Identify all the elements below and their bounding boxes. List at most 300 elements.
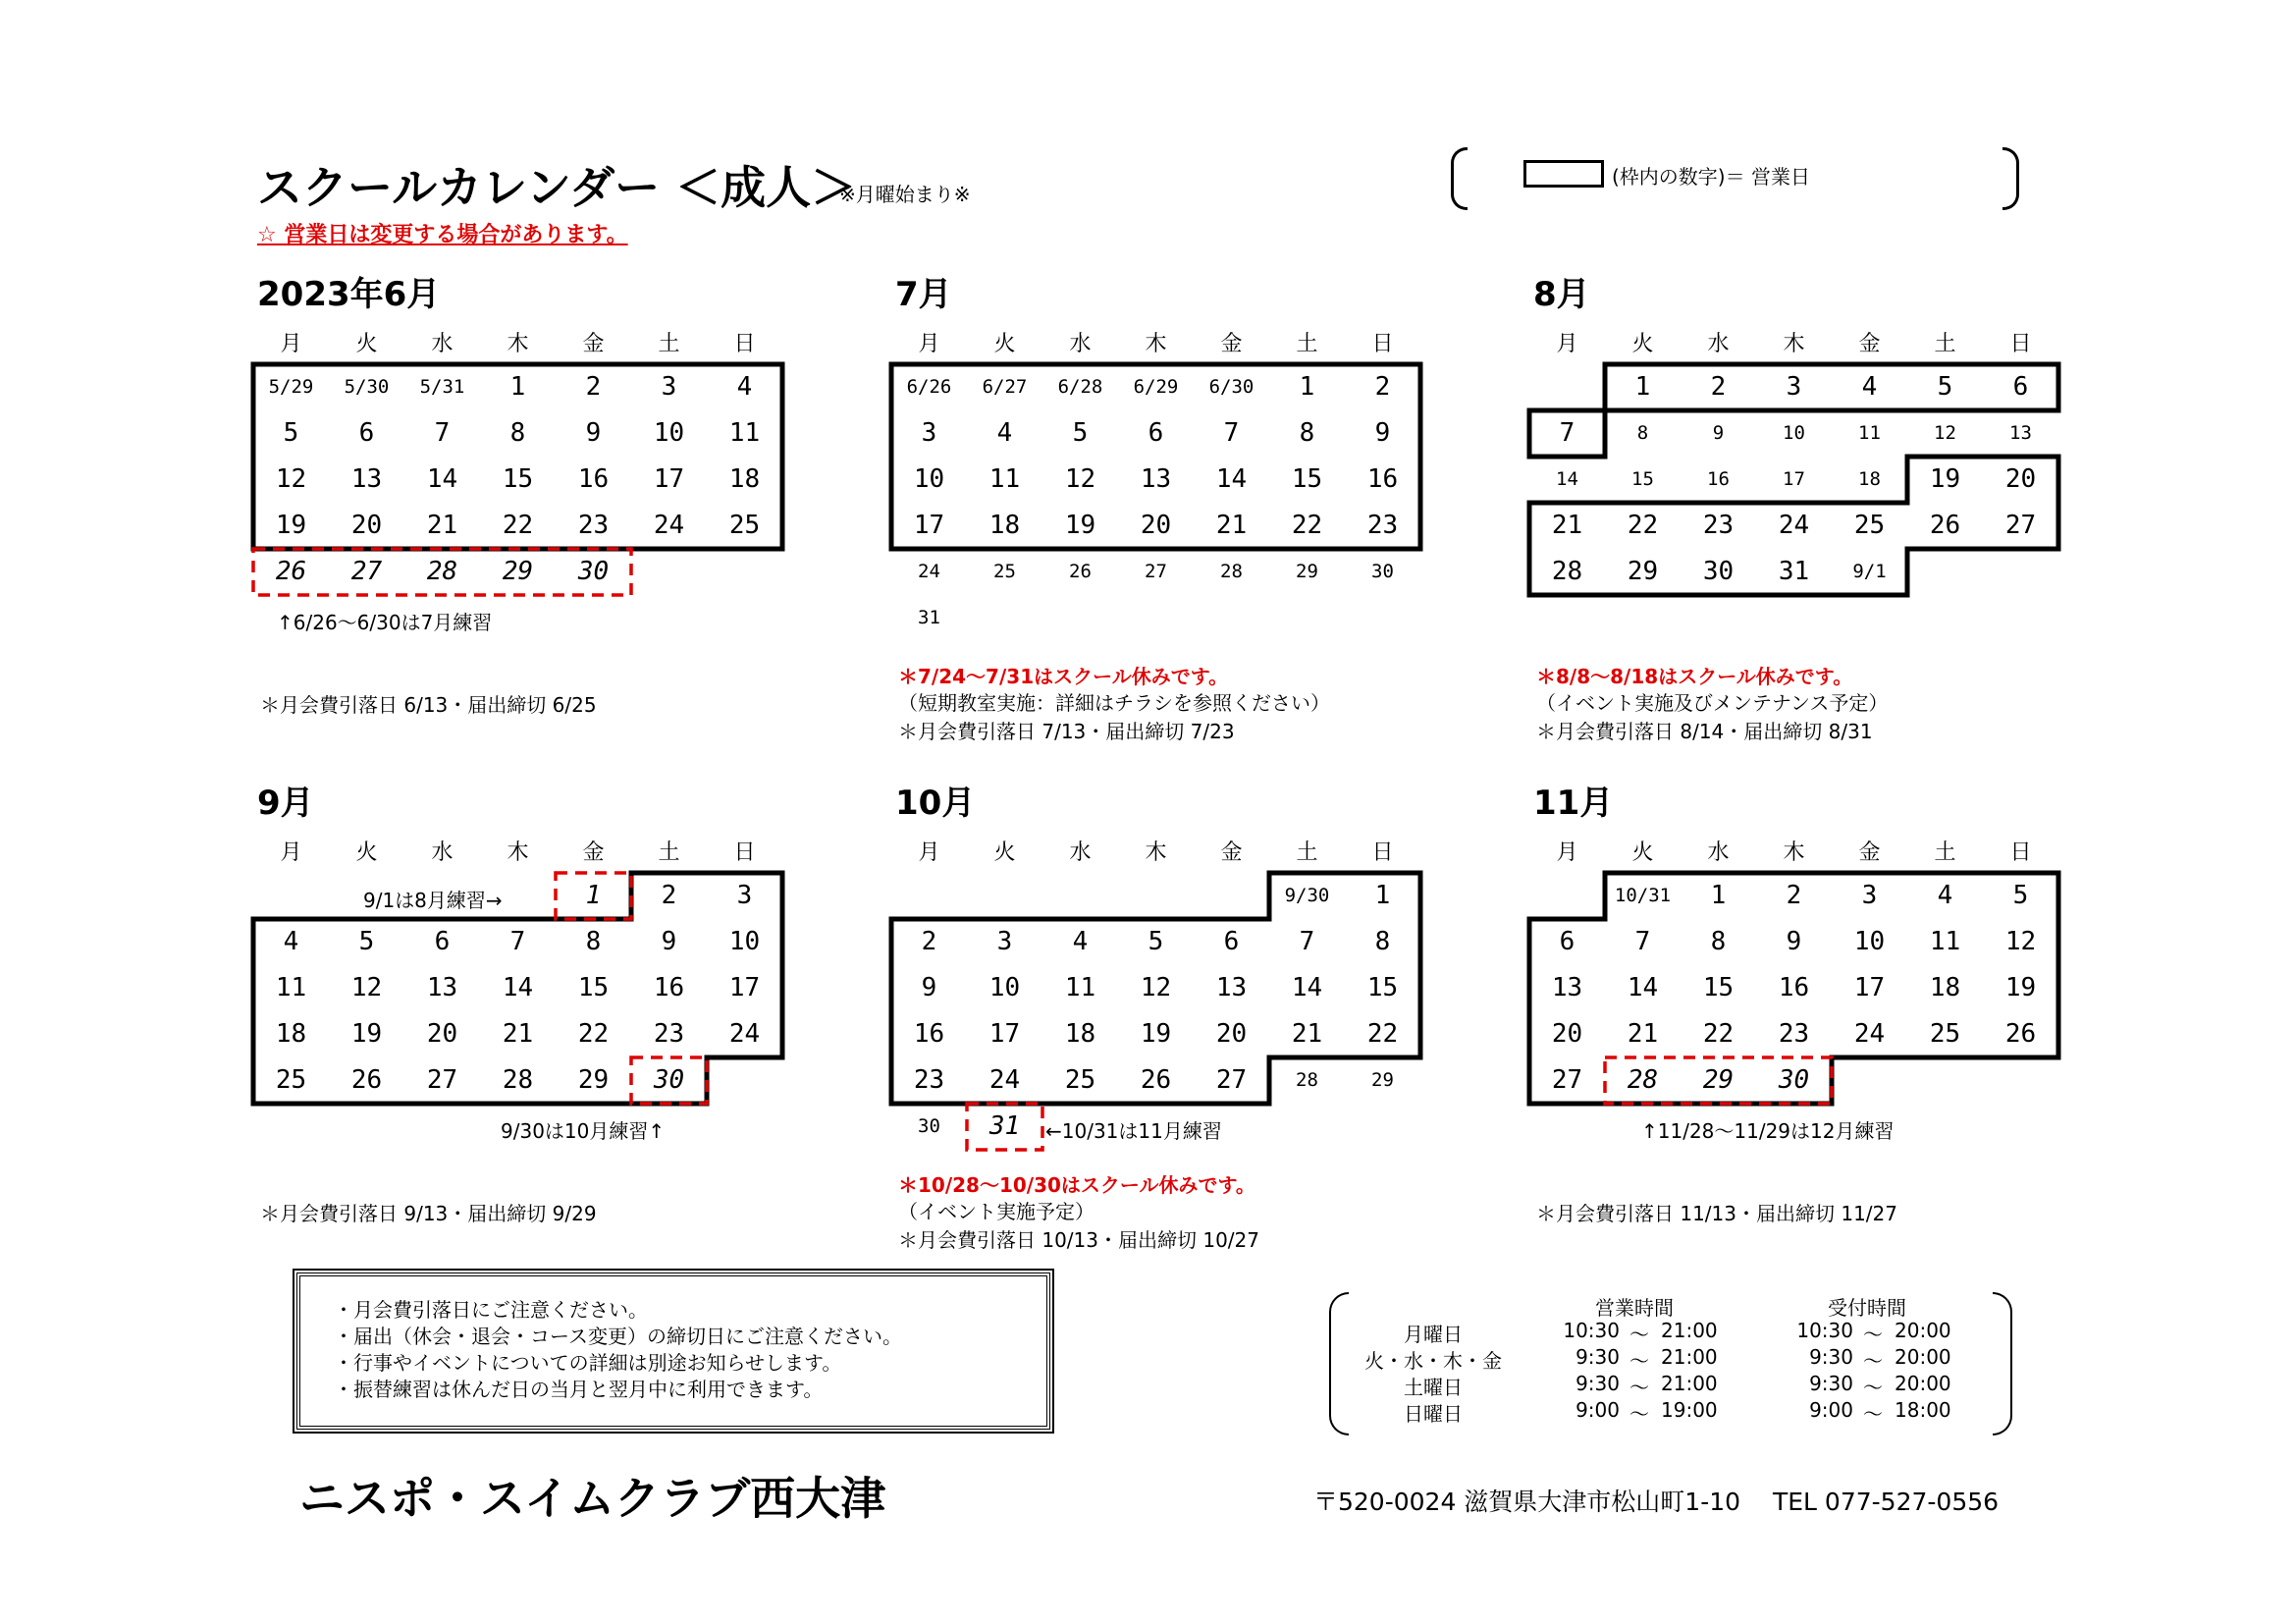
date-cell: 4 bbox=[736, 372, 753, 402]
date-cell: 5 bbox=[283, 418, 299, 448]
weekday-label: 金 bbox=[1220, 840, 1243, 865]
business-open: 9:00 bbox=[1575, 1398, 1620, 1422]
page-title: スクールカレンダー ＜成人＞ bbox=[257, 161, 857, 214]
weekday-label: 土 bbox=[1296, 840, 1318, 865]
date-cell: 24 bbox=[988, 1065, 1021, 1095]
date-cell: 4 bbox=[1072, 927, 1089, 956]
weekday-label: 日 bbox=[733, 840, 756, 865]
weekday-label: 金 bbox=[1858, 840, 1881, 865]
date-cell: 6/29 bbox=[1133, 376, 1179, 398]
date-cell: 16 bbox=[653, 973, 685, 1002]
date-cell: 20 bbox=[426, 1019, 458, 1049]
fee-note-september: ＊月会費引落日 9/13・届出締切 9/29 bbox=[260, 1202, 597, 1225]
date-cell: 13 bbox=[426, 973, 458, 1002]
date-cell: 19 bbox=[275, 511, 307, 540]
business-open: 9:30 bbox=[1575, 1372, 1620, 1395]
weekday-label: 日 bbox=[2009, 332, 2032, 356]
date-cell: 31 bbox=[918, 607, 940, 628]
weekday-label: 日 bbox=[1371, 332, 1394, 356]
business-close: 21:00 bbox=[1661, 1319, 1718, 1342]
date-cell: 2 bbox=[921, 927, 937, 956]
date-cell: 7 bbox=[509, 927, 526, 956]
date-cell: 2 bbox=[1710, 372, 1727, 402]
date-cell: 28 bbox=[426, 557, 458, 586]
hours-day: 月曜日 bbox=[1404, 1323, 1463, 1346]
title-note: ※月曜始まり※ bbox=[839, 183, 971, 206]
date-cell: 17 bbox=[653, 464, 685, 494]
date-cell: 6 bbox=[434, 927, 451, 956]
date-cell: 11 bbox=[1858, 422, 1881, 444]
month-title-august: 8月 bbox=[1533, 275, 1590, 314]
date-cell: 5/31 bbox=[419, 376, 465, 398]
club-address: 〒520-0024 滋賀県大津市松山町1-10 TEL 077-527-0556 bbox=[1313, 1488, 2000, 1516]
weekday-label: 火 bbox=[1631, 332, 1654, 356]
date-cell: 29 bbox=[1627, 557, 1659, 586]
weekday-label: 火 bbox=[993, 332, 1016, 356]
date-cell: 5/30 bbox=[344, 376, 390, 398]
weekday-label: 水 bbox=[431, 332, 454, 356]
date-cell: 2 bbox=[1786, 881, 1802, 910]
hours-day: 日曜日 bbox=[1404, 1402, 1463, 1426]
date-cell: 16 bbox=[1778, 973, 1810, 1002]
date-cell: 16 bbox=[1366, 464, 1399, 494]
date-cell: 31 bbox=[988, 1111, 1021, 1141]
weekday-label: 火 bbox=[355, 332, 378, 356]
date-cell: 1 bbox=[509, 372, 526, 402]
date-cell: 25 bbox=[993, 561, 1016, 582]
tilde: ～ bbox=[1629, 1349, 1649, 1373]
reception-close: 20:00 bbox=[1895, 1345, 1951, 1369]
date-cell: 12 bbox=[1140, 973, 1172, 1002]
date-cell: 7 bbox=[1223, 418, 1240, 448]
weekday-label: 日 bbox=[1371, 840, 1394, 865]
date-cell: 14 bbox=[1556, 468, 1578, 490]
date-cell: 18 bbox=[1064, 1019, 1096, 1049]
date-cell: 14 bbox=[426, 464, 458, 494]
date-cell: 1 bbox=[585, 881, 602, 910]
date-cell: 18 bbox=[1929, 973, 1961, 1002]
date-cell: 18 bbox=[728, 464, 761, 494]
closure-detail-august: （イベント実施及びメンテナンス予定） bbox=[1536, 691, 1889, 715]
date-cell: 26 bbox=[2004, 1019, 2037, 1049]
weekday-label: 月 bbox=[918, 840, 940, 865]
date-cell: 8 bbox=[1636, 422, 1649, 444]
date-cell: 8 bbox=[509, 418, 526, 448]
date-cell: 1 bbox=[1710, 881, 1727, 910]
reception-hours-header: 受付時間 bbox=[1828, 1296, 1906, 1320]
date-cell: 30 bbox=[1371, 561, 1394, 582]
date-cell: 28 bbox=[1296, 1069, 1318, 1091]
date-cell: 25 bbox=[275, 1065, 307, 1095]
date-cell: 31 bbox=[1778, 557, 1810, 586]
date-cell: 24 bbox=[1853, 1019, 1886, 1049]
date-cell: 30 bbox=[1778, 1065, 1810, 1095]
business-close: 21:00 bbox=[1661, 1345, 1718, 1369]
weekday-label: 水 bbox=[1069, 332, 1092, 356]
date-cell: 3 bbox=[661, 372, 677, 402]
date-cell: 27 bbox=[426, 1065, 458, 1095]
fee-note-june: ＊月会費引落日 6/13・届出締切 6/25 bbox=[260, 693, 597, 717]
reception-open: 9:00 bbox=[1809, 1398, 1853, 1422]
transfer-note-september-1: 9/1は8月練習→ bbox=[363, 889, 503, 912]
date-cell: 6 bbox=[1148, 418, 1164, 448]
weekday-label: 木 bbox=[1145, 332, 1167, 356]
transfer-note-june: ↑6/26～6/30は7月練習 bbox=[277, 611, 493, 634]
date-cell: 9/30 bbox=[1284, 885, 1330, 906]
date-cell: 28 bbox=[1220, 561, 1243, 582]
date-cell: 28 bbox=[1627, 1065, 1659, 1095]
weekday-label: 火 bbox=[355, 840, 378, 865]
date-cell: 10 bbox=[728, 927, 761, 956]
date-cell: 17 bbox=[988, 1019, 1021, 1049]
weekday-label: 土 bbox=[1934, 332, 1956, 356]
date-cell: 15 bbox=[1631, 468, 1654, 490]
date-cell: 15 bbox=[1702, 973, 1735, 1002]
closure-detail-october: （イベント実施予定） bbox=[898, 1200, 1095, 1223]
date-cell: 6/28 bbox=[1057, 376, 1103, 398]
date-cell: 20 bbox=[1140, 511, 1172, 540]
date-cell: 22 bbox=[1291, 511, 1323, 540]
date-cell: 7 bbox=[1634, 927, 1651, 956]
weekday-label: 土 bbox=[658, 840, 680, 865]
date-cell: 14 bbox=[1215, 464, 1248, 494]
date-cell: 9 bbox=[1374, 418, 1391, 448]
weekday-label: 木 bbox=[1145, 840, 1167, 865]
date-cell: 23 bbox=[653, 1019, 685, 1049]
notice-line: ・行事やイベントについての詳細は別途お知らせします。 bbox=[334, 1351, 842, 1375]
date-cell: 11 bbox=[1929, 927, 1961, 956]
date-cell: 12 bbox=[1934, 422, 1956, 444]
date-cell: 21 bbox=[426, 511, 458, 540]
tilde: ～ bbox=[1863, 1349, 1883, 1373]
date-cell: 25 bbox=[1064, 1065, 1096, 1095]
date-cell: 14 bbox=[1627, 973, 1659, 1002]
date-cell: 5 bbox=[358, 927, 375, 956]
date-cell: 22 bbox=[1366, 1019, 1399, 1049]
date-cell: 21 bbox=[1291, 1019, 1323, 1049]
tilde: ～ bbox=[1629, 1323, 1649, 1346]
fee-note-october: ＊月会費引落日 10/13・届出締切 10/27 bbox=[898, 1228, 1259, 1252]
date-cell: 20 bbox=[350, 511, 383, 540]
date-cell: 15 bbox=[1291, 464, 1323, 494]
business-open: 10:30 bbox=[1563, 1319, 1620, 1342]
hours-day: 土曜日 bbox=[1404, 1376, 1463, 1399]
date-cell: 9 bbox=[921, 973, 937, 1002]
weekday-label: 月 bbox=[1556, 840, 1578, 865]
date-cell: 5 bbox=[2012, 881, 2029, 910]
date-cell: 29 bbox=[1371, 1069, 1394, 1091]
date-cell: 15 bbox=[502, 464, 534, 494]
club-name: ニスポ・スイムクラブ西大津 bbox=[299, 1472, 886, 1525]
date-cell: 9 bbox=[585, 418, 602, 448]
date-cell: 2 bbox=[1374, 372, 1391, 402]
date-cell: 24 bbox=[653, 511, 685, 540]
weekday-label: 水 bbox=[1707, 840, 1730, 865]
date-cell: 20 bbox=[1215, 1019, 1248, 1049]
date-cell: 6/26 bbox=[906, 376, 952, 398]
weekday-label: 土 bbox=[1934, 840, 1956, 865]
date-cell: 25 bbox=[1853, 511, 1886, 540]
transfer-note-september-30: 9/30は10月練習↑ bbox=[501, 1119, 666, 1143]
date-cell: 22 bbox=[577, 1019, 610, 1049]
date-cell: 23 bbox=[913, 1065, 945, 1095]
date-cell: 12 bbox=[2004, 927, 2037, 956]
date-cell: 4 bbox=[1937, 881, 1953, 910]
tilde: ～ bbox=[1629, 1402, 1649, 1426]
weekday-label: 月 bbox=[280, 840, 302, 865]
closure-note-august: ＊8/8～8/18はスクール休みです。 bbox=[1536, 665, 1853, 688]
transfer-note-october: ←10/31は11月練習 bbox=[1045, 1119, 1222, 1143]
notice-line: ・振替練習は休んだ日の当月と翌月中に利用できます。 bbox=[334, 1378, 824, 1401]
weekday-label: 日 bbox=[2009, 840, 2032, 865]
date-cell: 28 bbox=[1551, 557, 1583, 586]
date-cell: 22 bbox=[1627, 511, 1659, 540]
date-cell: 19 bbox=[350, 1019, 383, 1049]
date-cell: 30 bbox=[653, 1065, 685, 1095]
date-cell: 21 bbox=[1551, 511, 1583, 540]
date-cell: 19 bbox=[1064, 511, 1096, 540]
reception-close: 18:00 bbox=[1895, 1398, 1951, 1422]
date-cell: 22 bbox=[1702, 1019, 1735, 1049]
date-cell: 14 bbox=[1291, 973, 1323, 1002]
date-cell: 8 bbox=[1710, 927, 1727, 956]
date-cell: 3 bbox=[736, 881, 753, 910]
date-cell: 17 bbox=[728, 973, 761, 1002]
date-cell: 13 bbox=[2009, 422, 2032, 444]
month-title-october: 10月 bbox=[895, 784, 976, 823]
date-cell: 9 bbox=[1786, 927, 1802, 956]
date-cell: 4 bbox=[996, 418, 1013, 448]
fee-note-july: ＊月会費引落日 7/13・届出締切 7/23 bbox=[898, 720, 1235, 743]
date-cell: 26 bbox=[1140, 1065, 1172, 1095]
date-cell: 21 bbox=[502, 1019, 534, 1049]
weekday-label: 水 bbox=[1069, 840, 1092, 865]
date-cell: 8 bbox=[1299, 418, 1315, 448]
weekday-label: 水 bbox=[1707, 332, 1730, 356]
date-cell: 7 bbox=[1299, 927, 1315, 956]
date-cell: 19 bbox=[1140, 1019, 1172, 1049]
month-title-november: 11月 bbox=[1533, 784, 1614, 823]
date-cell: 27 bbox=[1551, 1065, 1583, 1095]
date-cell: 11 bbox=[1064, 973, 1096, 1002]
date-cell: 29 bbox=[1702, 1065, 1735, 1095]
date-cell: 10 bbox=[988, 973, 1021, 1002]
date-cell: 26 bbox=[350, 1065, 383, 1095]
weekday-label: 金 bbox=[582, 332, 605, 356]
date-cell: 29 bbox=[1296, 561, 1318, 582]
date-cell: 30 bbox=[918, 1115, 940, 1137]
transfer-note-november: ↑11/28～11/29は12月練習 bbox=[1641, 1119, 1895, 1143]
date-cell: 16 bbox=[1707, 468, 1730, 490]
reception-open: 9:30 bbox=[1809, 1345, 1853, 1369]
date-cell: 3 bbox=[996, 927, 1013, 956]
date-cell: 8 bbox=[585, 927, 602, 956]
weekday-label: 金 bbox=[1858, 332, 1881, 356]
date-cell: 2 bbox=[585, 372, 602, 402]
hours-day: 火・水・木・金 bbox=[1364, 1349, 1502, 1373]
month-title-july: 7月 bbox=[895, 275, 952, 314]
business-hours-header: 営業時間 bbox=[1595, 1296, 1674, 1320]
date-cell: 19 bbox=[1929, 464, 1961, 494]
weekday-label: 土 bbox=[1296, 332, 1318, 356]
date-cell: 17 bbox=[913, 511, 945, 540]
date-cell: 20 bbox=[2004, 464, 2037, 494]
closure-detail-july: （短期教室実施：詳細はチラシを参照ください） bbox=[898, 691, 1330, 715]
date-cell: 30 bbox=[577, 557, 610, 586]
date-cell: 29 bbox=[502, 557, 534, 586]
weekday-label: 木 bbox=[507, 840, 529, 865]
date-cell: 6/27 bbox=[982, 376, 1028, 398]
reception-open: 10:30 bbox=[1796, 1319, 1853, 1342]
tilde: ～ bbox=[1629, 1376, 1649, 1399]
legend-text: (枠内の数字)＝ 営業日 bbox=[1612, 165, 1810, 189]
date-cell: 12 bbox=[275, 464, 307, 494]
weekday-label: 金 bbox=[1220, 332, 1243, 356]
date-cell: 29 bbox=[577, 1065, 610, 1095]
date-cell: 21 bbox=[1215, 511, 1248, 540]
date-cell: 7 bbox=[434, 418, 451, 448]
date-cell: 10 bbox=[653, 418, 685, 448]
date-cell: 10 bbox=[913, 464, 945, 494]
date-cell: 13 bbox=[350, 464, 383, 494]
date-cell: 8 bbox=[1374, 927, 1391, 956]
hours-bracket-left bbox=[1329, 1292, 1349, 1435]
date-cell: 30 bbox=[1702, 557, 1735, 586]
date-cell: 9 bbox=[1712, 422, 1725, 444]
weekday-label: 月 bbox=[280, 332, 302, 356]
hours-bracket-right bbox=[1993, 1292, 2012, 1435]
weekday-label: 月 bbox=[918, 332, 940, 356]
tilde: ～ bbox=[1863, 1323, 1883, 1346]
date-cell: 24 bbox=[728, 1019, 761, 1049]
weekday-label: 木 bbox=[1783, 332, 1805, 356]
weekday-label: 金 bbox=[582, 840, 605, 865]
date-cell: 16 bbox=[913, 1019, 945, 1049]
date-cell: 9 bbox=[661, 927, 677, 956]
date-cell: 9/1 bbox=[1852, 561, 1887, 582]
date-cell: 6 bbox=[1559, 927, 1575, 956]
weekday-label: 土 bbox=[658, 332, 680, 356]
weekday-label: 木 bbox=[507, 332, 529, 356]
date-cell: 19 bbox=[2004, 973, 2037, 1002]
date-cell: 7 bbox=[1559, 418, 1575, 448]
reception-close: 20:00 bbox=[1895, 1372, 1951, 1395]
business-open: 9:30 bbox=[1575, 1345, 1620, 1369]
month-title-september: 9月 bbox=[257, 784, 314, 823]
date-cell: 17 bbox=[1783, 468, 1805, 490]
date-cell: 16 bbox=[577, 464, 610, 494]
date-cell: 1 bbox=[1374, 881, 1391, 910]
tilde: ～ bbox=[1863, 1402, 1883, 1426]
business-close: 21:00 bbox=[1661, 1372, 1718, 1395]
tilde: ～ bbox=[1863, 1376, 1883, 1399]
weekday-label: 月 bbox=[1556, 332, 1578, 356]
month-title-june: 2023年6月 bbox=[257, 275, 441, 314]
date-cell: 13 bbox=[1140, 464, 1172, 494]
date-cell: 26 bbox=[1069, 561, 1092, 582]
date-cell: 23 bbox=[1778, 1019, 1810, 1049]
date-cell: 21 bbox=[1627, 1019, 1659, 1049]
date-cell: 6 bbox=[2012, 372, 2029, 402]
reception-close: 20:00 bbox=[1895, 1319, 1951, 1342]
business-close: 19:00 bbox=[1661, 1398, 1718, 1422]
date-cell: 18 bbox=[1858, 468, 1881, 490]
date-cell: 1 bbox=[1634, 372, 1651, 402]
closure-note-july: ＊7/24～7/31はスクール休みです。 bbox=[898, 665, 1229, 688]
weekday-label: 水 bbox=[431, 840, 454, 865]
date-cell: 3 bbox=[1786, 372, 1802, 402]
date-cell: 5 bbox=[1148, 927, 1164, 956]
date-cell: 27 bbox=[1215, 1065, 1248, 1095]
date-cell: 13 bbox=[1551, 973, 1583, 1002]
date-cell: 23 bbox=[1702, 511, 1735, 540]
date-cell: 6/30 bbox=[1208, 376, 1255, 398]
date-cell: 13 bbox=[1215, 973, 1248, 1002]
weekday-label: 火 bbox=[1631, 840, 1654, 865]
fee-note-august: ＊月会費引落日 8/14・届出締切 8/31 bbox=[1536, 720, 1873, 743]
date-cell: 11 bbox=[988, 464, 1021, 494]
warning-text: ☆ 営業日は変更する場合があります。 bbox=[257, 223, 628, 247]
date-cell: 26 bbox=[275, 557, 307, 586]
date-cell: 11 bbox=[728, 418, 761, 448]
date-cell: 17 bbox=[1853, 973, 1886, 1002]
date-cell: 10/31 bbox=[1614, 885, 1672, 906]
date-cell: 15 bbox=[1366, 973, 1399, 1002]
notice-line: ・届出（休会・退会・コース変更）の締切日にご注意ください。 bbox=[334, 1325, 902, 1348]
date-cell: 18 bbox=[275, 1019, 307, 1049]
date-cell: 5 bbox=[1072, 418, 1089, 448]
date-cell: 22 bbox=[502, 511, 534, 540]
date-cell: 4 bbox=[1861, 372, 1878, 402]
date-cell: 23 bbox=[1366, 511, 1399, 540]
date-cell: 12 bbox=[1064, 464, 1096, 494]
date-cell: 4 bbox=[283, 927, 299, 956]
date-cell: 1 bbox=[1299, 372, 1315, 402]
date-cell: 2 bbox=[661, 881, 677, 910]
weekday-label: 木 bbox=[1783, 840, 1805, 865]
weekday-label: 火 bbox=[993, 840, 1016, 865]
date-cell: 15 bbox=[577, 973, 610, 1002]
date-cell: 10 bbox=[1783, 422, 1805, 444]
date-cell: 6 bbox=[358, 418, 375, 448]
date-cell: 5 bbox=[1937, 372, 1953, 402]
date-cell: 3 bbox=[1861, 881, 1878, 910]
date-cell: 23 bbox=[577, 511, 610, 540]
date-cell: 6 bbox=[1223, 927, 1240, 956]
date-cell: 26 bbox=[1929, 511, 1961, 540]
date-cell: 12 bbox=[350, 973, 383, 1002]
date-cell: 27 bbox=[350, 557, 383, 586]
date-cell: 24 bbox=[1778, 511, 1810, 540]
date-cell: 25 bbox=[728, 511, 761, 540]
date-cell: 3 bbox=[921, 418, 937, 448]
date-cell: 11 bbox=[275, 973, 307, 1002]
date-cell: 25 bbox=[1929, 1019, 1961, 1049]
date-cell: 27 bbox=[1145, 561, 1167, 582]
date-cell: 10 bbox=[1853, 927, 1886, 956]
date-cell: 14 bbox=[502, 973, 534, 1002]
notice-line: ・月会費引落日にご注意ください。 bbox=[334, 1298, 648, 1322]
date-cell: 24 bbox=[918, 561, 940, 582]
date-cell: 5/29 bbox=[268, 376, 314, 398]
weekday-label: 日 bbox=[733, 332, 756, 356]
fee-note-november: ＊月会費引落日 11/13・届出締切 11/27 bbox=[1536, 1202, 1897, 1225]
date-cell: 27 bbox=[2004, 511, 2037, 540]
date-cell: 18 bbox=[988, 511, 1021, 540]
date-cell: 28 bbox=[502, 1065, 534, 1095]
reception-open: 9:30 bbox=[1809, 1372, 1853, 1395]
closure-note-october: ＊10/28～10/30はスクール休みです。 bbox=[898, 1173, 1255, 1197]
